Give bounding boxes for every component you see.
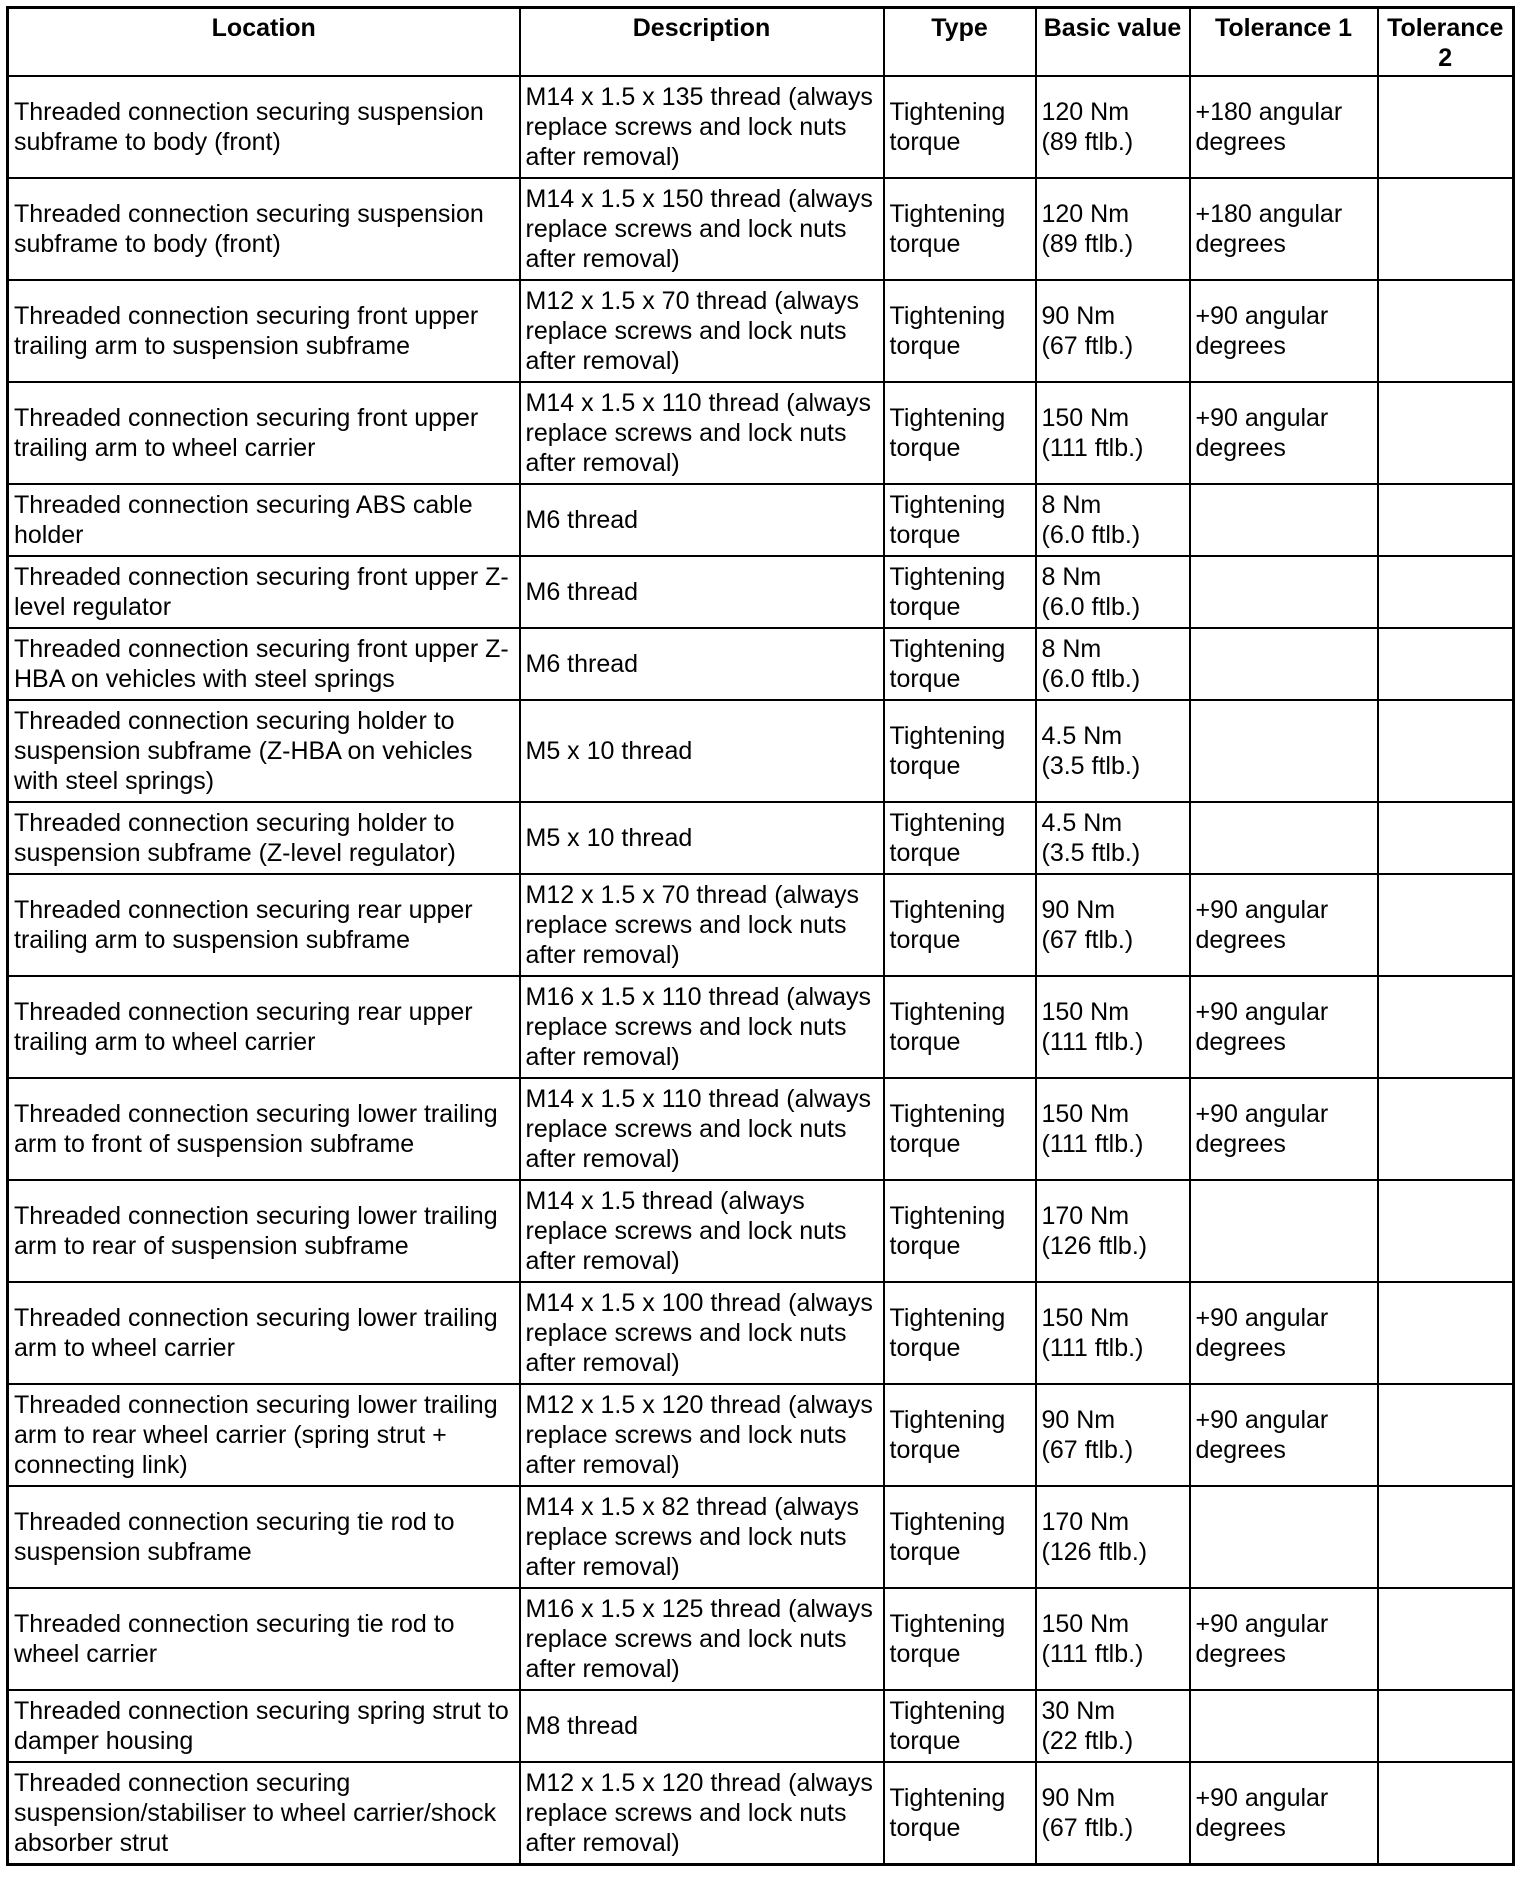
- tolerance-1-cell: [1190, 700, 1378, 802]
- table-row: [8, 976, 1514, 1078]
- tolerance-1-cell: [1190, 1180, 1378, 1282]
- basic-value-cell: 120 Nm (89 ftlb.): [1036, 76, 1190, 178]
- location-cell: Threaded connection securing tie rod to suspension subframe: [8, 1486, 520, 1588]
- tolerance-1-cell: +90 angular degrees: [1190, 874, 1378, 976]
- header-tolerance-1: Tolerance 1: [1190, 8, 1378, 76]
- basic-value-cell: 4.5 Nm (3.5 ftlb.): [1036, 700, 1190, 802]
- description-cell: M14 x 1.5 x 100 thread (always replace screws and lock nuts after removal): [520, 1282, 884, 1384]
- tolerance-1-cell: +180 angular degrees: [1190, 76, 1378, 178]
- description-cell: M16 x 1.5 x 125 thread (always replace screws and lock nuts after removal): [520, 1588, 884, 1690]
- location-cell: Threaded connection securing rear upper trailing arm to suspension subframe: [8, 874, 520, 976]
- tolerance-2-cell: [1378, 1384, 1514, 1486]
- location-cell: Threaded connection securing front upper trailing arm to wheel carrier: [8, 382, 520, 484]
- location-cell: Threaded connection securing ABS cable holder: [8, 484, 520, 556]
- table-row: [8, 802, 1514, 874]
- tolerance-1-cell: +90 angular degrees: [1190, 1588, 1378, 1690]
- table-row: [8, 1690, 1514, 1762]
- type-cell: Tightening torque: [884, 382, 1036, 484]
- table-row: [8, 382, 1514, 484]
- description-cell: M12 x 1.5 x 70 thread (always replace screws and lock nuts after removal): [520, 874, 884, 976]
- location-cell: Threaded connection securing lower trailing arm to wheel carrier: [8, 1282, 520, 1384]
- tolerance-2-cell: [1378, 1588, 1514, 1690]
- type-cell: Tightening torque: [884, 700, 1036, 802]
- torque-spec-table: [6, 6, 1515, 1866]
- table-row: [8, 1384, 1514, 1486]
- tolerance-1-cell: [1190, 802, 1378, 874]
- table-row: [8, 1762, 1514, 1865]
- location-cell: Threaded connection securing holder to suspension subframe (Z-HBA on vehicles with steel springs): [8, 700, 520, 802]
- type-cell: Tightening torque: [884, 976, 1036, 1078]
- type-cell: Tightening torque: [884, 1282, 1036, 1384]
- basic-value-cell: 150 Nm (111 ftlb.): [1036, 1282, 1190, 1384]
- basic-value-cell: 4.5 Nm (3.5 ftlb.): [1036, 802, 1190, 874]
- description-cell: M14 x 1.5 x 110 thread (always replace screws and lock nuts after removal): [520, 382, 884, 484]
- description-cell: M6 thread: [520, 484, 884, 556]
- tolerance-2-cell: [1378, 1078, 1514, 1180]
- basic-value-cell: 8 Nm (6.0 ftlb.): [1036, 628, 1190, 700]
- torque-spec-sheet: [6, 6, 1512, 1866]
- location-cell: Threaded connection securing spring strut to damper housing: [8, 1690, 520, 1762]
- header-location: Location: [8, 8, 520, 76]
- tolerance-2-cell: [1378, 1180, 1514, 1282]
- tolerance-2-cell: [1378, 628, 1514, 700]
- description-cell: M12 x 1.5 x 120 thread (always replace screws and lock nuts after removal): [520, 1762, 884, 1865]
- description-cell: M12 x 1.5 x 70 thread (always replace screws and lock nuts after removal): [520, 280, 884, 382]
- table-row: [8, 76, 1514, 178]
- type-cell: Tightening torque: [884, 1588, 1036, 1690]
- basic-value-cell: 90 Nm (67 ftlb.): [1036, 874, 1190, 976]
- tolerance-2-cell: [1378, 1486, 1514, 1588]
- table-row: [8, 1180, 1514, 1282]
- tolerance-2-cell: [1378, 700, 1514, 802]
- tolerance-1-cell: [1190, 556, 1378, 628]
- basic-value-cell: 150 Nm (111 ftlb.): [1036, 1588, 1190, 1690]
- type-cell: Tightening torque: [884, 1486, 1036, 1588]
- type-cell: Tightening torque: [884, 1690, 1036, 1762]
- tolerance-1-cell: [1190, 1690, 1378, 1762]
- header-basic-value: Basic value: [1036, 8, 1190, 76]
- tolerance-2-cell: [1378, 1762, 1514, 1865]
- basic-value-cell: 90 Nm (67 ftlb.): [1036, 1384, 1190, 1486]
- tolerance-1-cell: +90 angular degrees: [1190, 382, 1378, 484]
- description-cell: M16 x 1.5 x 110 thread (always replace screws and lock nuts after removal): [520, 976, 884, 1078]
- type-cell: Tightening torque: [884, 556, 1036, 628]
- type-cell: Tightening torque: [884, 76, 1036, 178]
- table-row: [8, 700, 1514, 802]
- table-row: [8, 1588, 1514, 1690]
- location-cell: Threaded connection securing tie rod to wheel carrier: [8, 1588, 520, 1690]
- type-cell: Tightening torque: [884, 1384, 1036, 1486]
- table-row: [8, 1078, 1514, 1180]
- description-cell: M5 x 10 thread: [520, 802, 884, 874]
- location-cell: Threaded connection securing front upper Z-level regulator: [8, 556, 520, 628]
- description-cell: M12 x 1.5 x 120 thread (always replace screws and lock nuts after removal): [520, 1384, 884, 1486]
- location-cell: Threaded connection securing lower trailing arm to rear wheel carrier (spring strut + connecting link): [8, 1384, 520, 1486]
- location-cell: Threaded connection securing front upper trailing arm to suspension subframe: [8, 280, 520, 382]
- basic-value-cell: 150 Nm (111 ftlb.): [1036, 976, 1190, 1078]
- tolerance-1-cell: +180 angular degrees: [1190, 178, 1378, 280]
- description-cell: M14 x 1.5 x 82 thread (always replace screws and lock nuts after removal): [520, 1486, 884, 1588]
- description-cell: M14 x 1.5 x 135 thread (always replace screws and lock nuts after removal): [520, 76, 884, 178]
- basic-value-cell: 30 Nm (22 ftlb.): [1036, 1690, 1190, 1762]
- tolerance-2-cell: [1378, 1690, 1514, 1762]
- location-cell: Threaded connection securing suspension subframe to body (front): [8, 76, 520, 178]
- header-description: Description: [520, 8, 884, 76]
- tolerance-2-cell: [1378, 874, 1514, 976]
- tolerance-1-cell: +90 angular degrees: [1190, 280, 1378, 382]
- basic-value-cell: 170 Nm (126 ftlb.): [1036, 1180, 1190, 1282]
- tolerance-2-cell: [1378, 382, 1514, 484]
- type-cell: Tightening torque: [884, 1762, 1036, 1865]
- type-cell: Tightening torque: [884, 628, 1036, 700]
- basic-value-cell: 150 Nm (111 ftlb.): [1036, 1078, 1190, 1180]
- table-row: [8, 628, 1514, 700]
- type-cell: Tightening torque: [884, 1180, 1036, 1282]
- location-cell: Threaded connection securing suspension subframe to body (front): [8, 178, 520, 280]
- location-cell: Threaded connection securing suspension/stabiliser to wheel carrier/shock absorber strut: [8, 1762, 520, 1865]
- table-row: [8, 1282, 1514, 1384]
- table-header-row: [8, 8, 1514, 76]
- tolerance-2-cell: [1378, 484, 1514, 556]
- type-cell: Tightening torque: [884, 874, 1036, 976]
- tolerance-1-cell: +90 angular degrees: [1190, 976, 1378, 1078]
- tolerance-2-cell: [1378, 76, 1514, 178]
- tolerance-1-cell: +90 angular degrees: [1190, 1282, 1378, 1384]
- table-row: [8, 280, 1514, 382]
- location-cell: Threaded connection securing holder to suspension subframe (Z-level regulator): [8, 802, 520, 874]
- tolerance-2-cell: [1378, 1282, 1514, 1384]
- table-row: [8, 556, 1514, 628]
- type-cell: Tightening torque: [884, 1078, 1036, 1180]
- tolerance-1-cell: +90 angular degrees: [1190, 1384, 1378, 1486]
- basic-value-cell: 90 Nm (67 ftlb.): [1036, 280, 1190, 382]
- location-cell: Threaded connection securing lower trailing arm to front of suspension subframe: [8, 1078, 520, 1180]
- description-cell: M8 thread: [520, 1690, 884, 1762]
- type-cell: Tightening torque: [884, 280, 1036, 382]
- description-cell: M14 x 1.5 x 150 thread (always replace screws and lock nuts after removal): [520, 178, 884, 280]
- tolerance-2-cell: [1378, 802, 1514, 874]
- type-cell: Tightening torque: [884, 802, 1036, 874]
- tolerance-2-cell: [1378, 280, 1514, 382]
- table-row: [8, 874, 1514, 976]
- description-cell: M14 x 1.5 thread (always replace screws and lock nuts after removal): [520, 1180, 884, 1282]
- table-row: [8, 1486, 1514, 1588]
- basic-value-cell: 8 Nm (6.0 ftlb.): [1036, 484, 1190, 556]
- table-row: [8, 484, 1514, 556]
- type-cell: Tightening torque: [884, 484, 1036, 556]
- location-cell: Threaded connection securing front upper Z-HBA on vehicles with steel springs: [8, 628, 520, 700]
- basic-value-cell: 90 Nm (67 ftlb.): [1036, 1762, 1190, 1865]
- description-cell: M6 thread: [520, 556, 884, 628]
- basic-value-cell: 120 Nm (89 ftlb.): [1036, 178, 1190, 280]
- tolerance-2-cell: [1378, 976, 1514, 1078]
- basic-value-cell: 150 Nm (111 ftlb.): [1036, 382, 1190, 484]
- basic-value-cell: 8 Nm (6.0 ftlb.): [1036, 556, 1190, 628]
- header-tolerance-2: Tolerance 2: [1378, 8, 1514, 76]
- tolerance-2-cell: [1378, 556, 1514, 628]
- header-type: Type: [884, 8, 1036, 76]
- tolerance-1-cell: [1190, 484, 1378, 556]
- table-body: [8, 76, 1514, 1865]
- description-cell: M14 x 1.5 x 110 thread (always replace screws and lock nuts after removal): [520, 1078, 884, 1180]
- tolerance-1-cell: +90 angular degrees: [1190, 1078, 1378, 1180]
- location-cell: Threaded connection securing lower trailing arm to rear of suspension subframe: [8, 1180, 520, 1282]
- description-cell: M5 x 10 thread: [520, 700, 884, 802]
- description-cell: M6 thread: [520, 628, 884, 700]
- tolerance-1-cell: [1190, 1486, 1378, 1588]
- table-row: [8, 178, 1514, 280]
- type-cell: Tightening torque: [884, 178, 1036, 280]
- tolerance-2-cell: [1378, 178, 1514, 280]
- basic-value-cell: 170 Nm (126 ftlb.): [1036, 1486, 1190, 1588]
- tolerance-1-cell: +90 angular degrees: [1190, 1762, 1378, 1865]
- location-cell: Threaded connection securing rear upper trailing arm to wheel carrier: [8, 976, 520, 1078]
- tolerance-1-cell: [1190, 628, 1378, 700]
